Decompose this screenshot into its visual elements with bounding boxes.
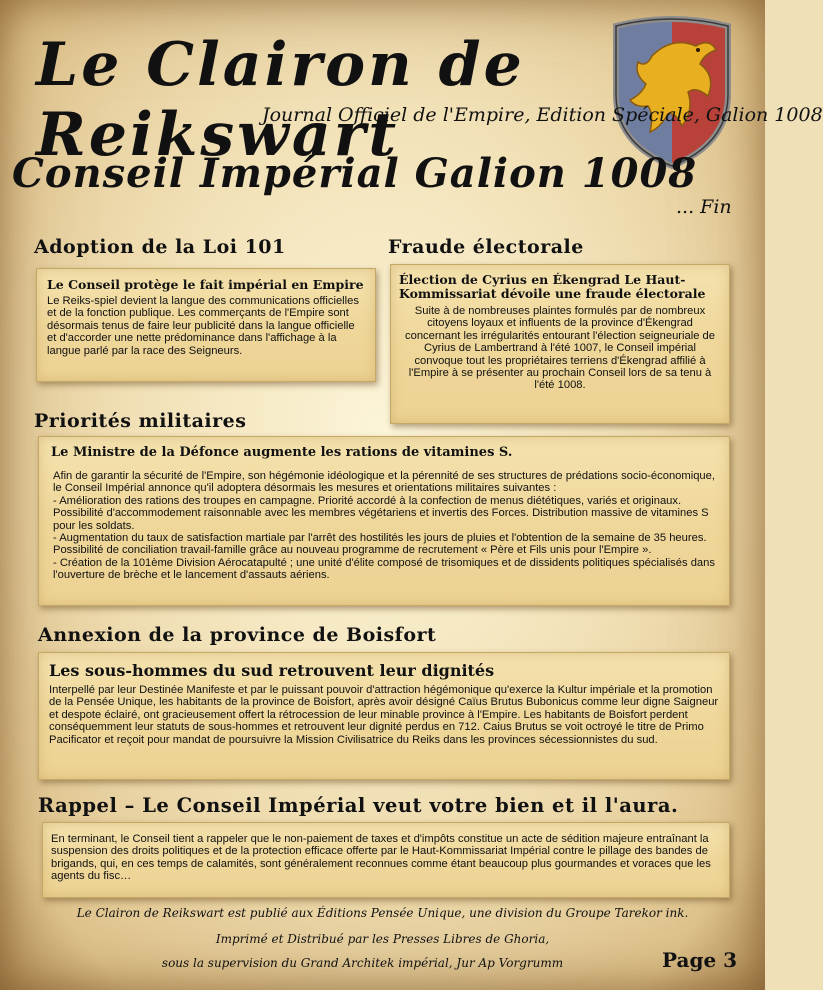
article-rappel-body: En terminant, le Conseil tient a rappeler que le non-paiement de taxes et d'impôts constitue un acte de sédition majeure entraînant la suspension des droits politiques et de la protection efficace offerte par le Haut-Kommissariat Impérial contre le pillage des bandes de brigands, qui, en ces temps de calamités, sont généralement reconnues comme étant beaucoup plus gourmandes et voraces que les agents du fisc… bbox=[51, 833, 711, 883]
masthead-subtitle: Journal Officiel de l'Empire, Edition Spéciale, Galion 1008 bbox=[262, 104, 823, 126]
masthead-title: Le Clairon de Reikswart bbox=[36, 30, 525, 170]
article-fraude-title: Élection de Cyrius en Ékengrad Le Haut-Kommissariat dévoile une fraude électorale bbox=[399, 272, 706, 301]
article-loi101 bbox=[36, 268, 376, 382]
article-militaires-title: Le Ministre de la Défonce augmente les rations de vitamines S. bbox=[51, 445, 513, 460]
article-boisfort bbox=[38, 652, 730, 780]
fin-label: ... Fin bbox=[676, 196, 732, 218]
heading-militaires: Priorités militaires bbox=[34, 410, 247, 432]
article-fraude bbox=[390, 264, 730, 424]
footer-printer: Imprimé et Distribué par les Presses Libres de Ghoria, bbox=[215, 932, 550, 946]
heading-loi101: Adoption de la Loi 101 bbox=[34, 236, 286, 258]
article-militaires bbox=[38, 436, 730, 606]
article-loi101-title: Le Conseil protège le fait impérial en Empire bbox=[47, 277, 364, 292]
page-number: Page 3 bbox=[662, 948, 738, 972]
article-boisfort-title: Les sous-hommes du sud retrouvent leur dignités bbox=[49, 661, 495, 680]
article-loi101-body: Le Reiks-spiel devient la langue des communications officielles et de la fonction publique. Les commerçants de l'Empire sont désormais tenus de faire leur publicité dans la langue officielle et d'accorder une nette prédominance dans l'affichage à la langue parlé par la race des Seigneurs. bbox=[47, 295, 359, 357]
section-title: Conseil Impérial Galion 1008 bbox=[12, 150, 698, 197]
heraldic-shield-dragon-icon bbox=[612, 16, 732, 168]
article-militaires-body: Afin de garantir la sécurité de l'Empire, son hégémonie idéologique et la pérennité de ses structures de prédations socio-économique, le Conseil Impérial annonce qu'il adoptera désormais les mesures et orientations militaires suivantes : - Amélioration des rations des troupes en campagne. Priorité accordé à la confection de menus diététiques, variés et originaux. Possibilité d'accommodement raisonnable avec les membres végétariens et invertis des Forces. Distribution massive de vitamines S pour les soldats. - Augmentation du taux de satisfaction martiale par l'arrêt des hostilités les jours de pluies et l'obtention de la semaine de 35 heures. Possibilité de conciliation travail-famille grâce au nouveau programme de recrutement « Père et Fils unis pour l'Empire ». - Création de la 101ème Division Aérocatapulté ; une unité d'élite composé de trisomiques et de dissidents politiques spécialisés dans l'ouverture de brèche et le lancement d'assauts aériens. bbox=[53, 470, 715, 582]
heading-boisfort: Annexion de la province de Boisfort bbox=[38, 624, 437, 646]
heading-rappel: Rappel – Le Conseil Impérial veut votre bien et il l'aura. bbox=[38, 794, 679, 817]
article-rappel bbox=[42, 822, 730, 898]
article-fraude-body: Suite à de nombreuses plaintes formulés par de nombreux citoyens loyaux et influents de la province d'Ékengrad concernant les irrégularités entourant l'élection seigneuriale de Cyrius de Lambertrand à l'été 1007, le Conseil impérial convoque tout les propriétaires terriens d'Ékengrad affilié à l'Empire à se présenter au prochain Conseil lors de sa tenu à l'été 1008. bbox=[405, 305, 715, 392]
article-boisfort-body: Interpellé par leur Destinée Manifeste et par le puissant pouvoir d'attraction hégémonique qu'exerce la Kultur impériale et la promotion de la Pensée Unique, les habitants de la province de Boisfort, après avoir désigné Caïus Brutus Bubonicus comme leur digne Saigneur et despote éclairé, ont gracieusement offert la rétrocession de leur minable province à l'Empire. Les habitants de Boisfort perdent conséquemment leur statuts de sous-hommes et retrouvent leur dignité perdus en 712. Caius Brutus se voit octroyé le titre de Primo Pacificator et reçoit pour mandat de poursuivre la Mission Civilisatrice du Reiks dans les provinces sécessionnistes du sud. bbox=[49, 684, 719, 746]
heading-fraude: Fraude électorale bbox=[388, 236, 584, 258]
footer-supervision: sous la supervision du Grand Architek impérial, Jur Ap Vorgrumm bbox=[161, 956, 564, 970]
footer-publisher: Le Clairon de Reikswart est publié aux Éditions Pensée Unique, une division du Groupe Tarekor ink. bbox=[76, 906, 689, 920]
